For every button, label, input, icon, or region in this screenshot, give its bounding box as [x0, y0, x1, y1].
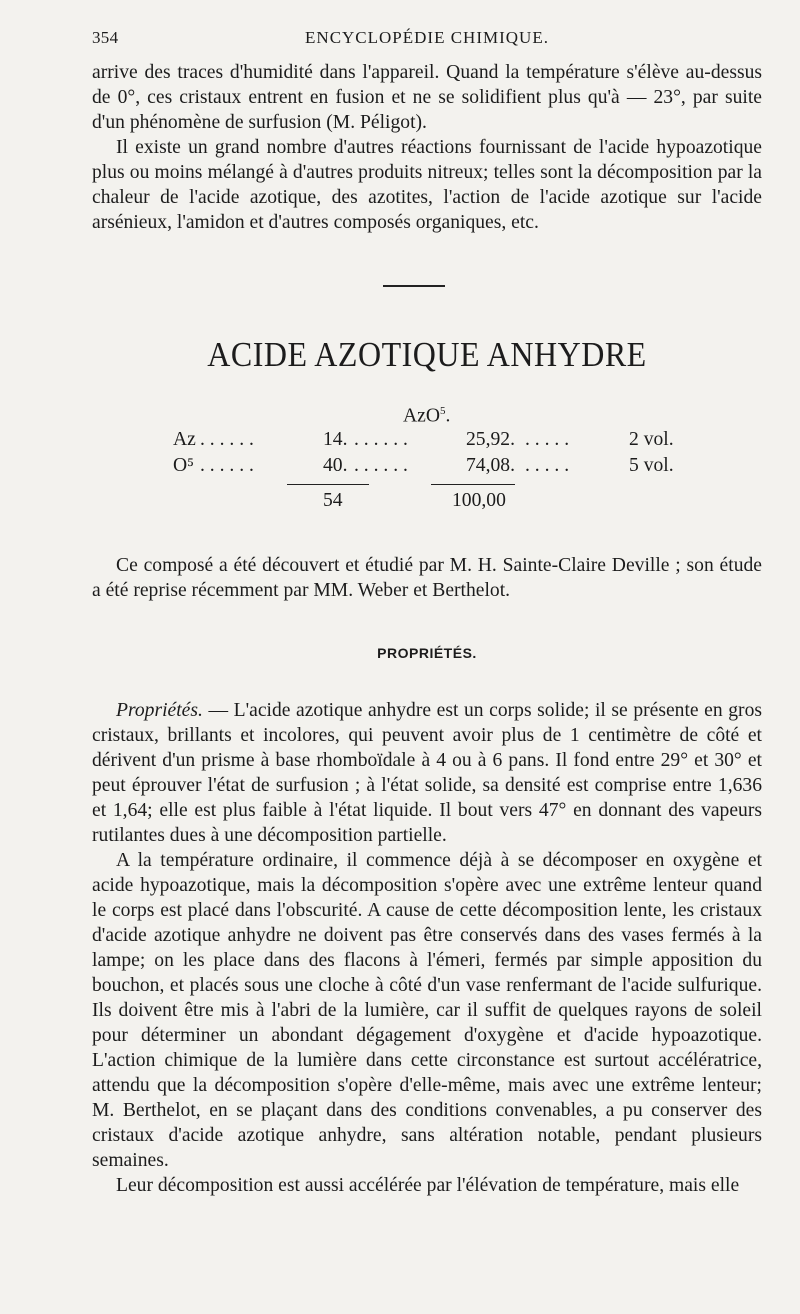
page-number: 354 — [92, 28, 119, 47]
row-percent: 25,92. — [466, 429, 515, 450]
intro-paragraph-1: arrive des traces d'humidité dans l'appareil. Quand la température s'élève au-dessus de 0°, ces cristaux entrent en fusion et ne se solidifient plus qu'à — 23°, par suite d'un phénomène de surfusion (M. Péligot). — [92, 62, 762, 133]
total-percent: 100,00 — [452, 490, 506, 511]
total-rule-weight — [287, 484, 369, 485]
properties-paragraph-3: Leur décomposition est aussi accélérée par l'élévation de température, mais elle — [116, 1175, 740, 1196]
formula-end: . — [445, 405, 451, 427]
properties-text — [92, 698, 762, 1198]
row-leader: . . . . . . — [200, 455, 254, 476]
intro-paragraph-2: Il existe un grand nombre d'autres réactions fournissant de l'acide hypoazotique plus ou moins mélangé à d'autres produits nitreux; telles sont la décomposition par la chaleur de l'acide azotique, des azotites, l'action de l'acide azotique sur l'acide arsénieux, l'amidon et d'autres composés organiques, etc. — [92, 137, 762, 233]
running-title: ENCYCLOPÉDIE CHIMIQUE. — [305, 28, 549, 47]
properties-heading: PROPRIÉTÉS. — [377, 645, 477, 661]
formula-subscript: 5 — [440, 405, 446, 417]
row-element: Az — [173, 429, 196, 450]
properties-paragraph-2: A la température ordinaire, il commence déjà à se décomposer en oxygène et acide hypoazotique, mais la décomposition s'opère avec une extrême lenteur quand le corps est placé dans l'obscurité. A cause de cette décomposition lente, les cristaux d'acide azotique anhydre ne doivent pas être conservés dans des vases fermés à la lampe; on les place dans des flacons à l'émeri, fermés par simple apposition du bouchon, et placés sous une cloche à côté d'un vase renfermant de l'acide sulfurique. Ils doivent être mis à l'abri de la lumière, car il suffit de quelques rayons de soleil pour déterminer un abondant dégagement d'oxygène et d'acide hypoazotique. L'action chimique de la lumière dans cette circonstance est surtout accélératrice, attendu que la décomposition s'opère d'elle-même, mais avec une extrême lenteur; M. Berthelot, en se plaçant dans des conditions convenables, a pu conserver des cristaux d'acide azotique anhydre, sans altération notable, pendant plusieurs semaines. — [92, 850, 762, 1171]
row-leader: . . . . . — [525, 455, 570, 476]
properties-paragraph-1 — [92, 698, 762, 848]
row-weight: 14. — [323, 429, 348, 450]
row-volume: 2 vol. — [629, 429, 674, 450]
row-element: O⁵ — [173, 455, 194, 476]
row-percent: 74,08. — [466, 455, 515, 476]
row-weight: 40. — [323, 455, 348, 476]
total-rule-percent — [431, 484, 515, 485]
row-leader: . . . . . . — [354, 455, 408, 476]
properties-lead-in: Propriétés. — [116, 700, 203, 721]
row-volume: 5 vol. — [629, 455, 674, 476]
total-weight: 54 — [323, 490, 343, 511]
row-leader: . . . . . . — [200, 429, 254, 450]
row-leader: . . . . . — [525, 429, 570, 450]
section-title: ACIDE AZOTIQUE ANHYDRE — [207, 334, 647, 374]
formula-base: AzO — [403, 405, 440, 427]
row-leader: . . . . . . — [354, 429, 408, 450]
composition-table — [0, 0, 800, 520]
discovery-text: Ce composé a été découvert et étudié par M. H. Sainte-Claire Deville ; son étude a été reprise récemment par MM. Weber et Berthelot. — [92, 555, 762, 601]
properties-paragraph-1-body: — L'acide azotique anhydre est un corps solide; il se présente en gros cristaux, brillants et incolores, qui peuvent avoir plus de 1 centimètre de côté et dérivent d'un prisme à base rhomboïdale à 4 ou à 6 pans. Il fond entre 29° et 30° et peut éprouver l'état de surfusion ; à l'état solide, sa densité est comprise entre 1,636 et 1,64; elle est plus faible à l'état liquide. Il bout vers 47° en donnant des vapeurs rutilantes dues à une décomposition partielle. — [92, 700, 762, 846]
discovery-paragraph — [92, 553, 762, 603]
